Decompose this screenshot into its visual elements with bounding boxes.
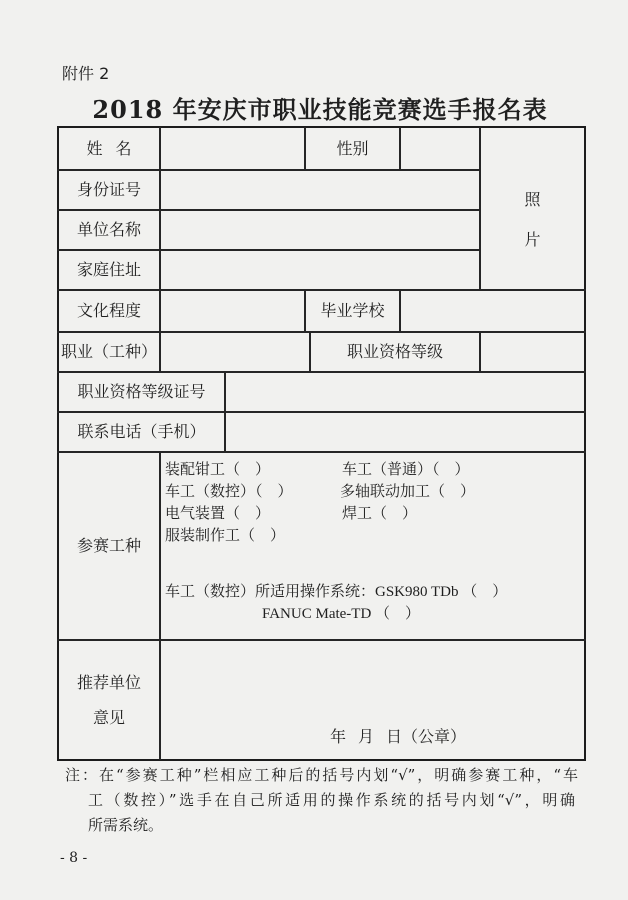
event-option: 服装制作工（ ）	[165, 528, 286, 544]
occupation-field	[161, 333, 309, 371]
photo-label-char: 片	[524, 230, 541, 249]
id-number-label: 身份证号	[76, 180, 141, 199]
name-label: 姓 名	[86, 138, 132, 158]
gender-field	[401, 128, 479, 169]
recommend-label	[59, 641, 159, 759]
recommend-label-line: 推荐单位	[76, 673, 141, 692]
note-line: 工（数控）”选手在自己所适用的操作系统的括号内划“√”，明确	[88, 791, 575, 809]
event-option: 焊工（ ）	[342, 506, 418, 522]
table-border-bottom	[57, 759, 586, 761]
name-field	[161, 128, 304, 169]
photo-box	[481, 128, 584, 289]
note-line: 注：在“参赛工种”栏相应工种后的括号内划“√”，明确参赛工种，“车	[65, 766, 578, 784]
photo-label-char: 照	[524, 190, 541, 209]
employer-field	[161, 211, 479, 249]
recommend-label-line: 意见	[92, 708, 125, 727]
note-line: 所需系统。	[88, 816, 164, 834]
qualification-level-label: 职业资格等级	[346, 342, 443, 361]
phone-label: 联系电话（手机）	[77, 422, 206, 441]
qualification-level-field	[481, 333, 584, 371]
event-option: 装配钳工（ ）	[165, 462, 271, 478]
phone-field	[226, 413, 584, 451]
occupation-label: 职业（工种）	[60, 342, 157, 361]
event-option: 车工（数控）（ ）	[165, 484, 293, 500]
school-field	[401, 291, 584, 331]
education-field	[161, 291, 304, 331]
event-option: 多轴联动加工（ ）	[340, 484, 476, 500]
recommend-field	[161, 641, 584, 759]
employer-label: 单位名称	[76, 220, 141, 239]
event-option: 车工（普通）（ ）	[342, 462, 470, 478]
qualification-cert-label: 职业资格等级证号	[77, 382, 206, 401]
school-label: 毕业学校	[320, 301, 385, 320]
event-option: 电气装置（ ）	[165, 506, 271, 522]
home-address-label: 家庭住址	[76, 260, 141, 279]
table-border-right	[584, 126, 586, 761]
events-options	[161, 453, 584, 639]
attachment-label: 附件 2	[62, 64, 110, 83]
os-option: 车工（数控）所适用操作系统：GSK980 TDb （ ）	[165, 584, 508, 600]
form-title: 2018 年安庆市职业技能竞赛选手报名表	[92, 95, 548, 124]
events-label: 参赛工种	[76, 536, 141, 555]
home-address-field	[161, 251, 479, 289]
page-number: - 8 -	[60, 850, 88, 866]
gender-label: 性别	[336, 138, 369, 158]
os-option: FANUC Mate-TD （ ）	[262, 606, 421, 622]
education-label: 文化程度	[76, 301, 141, 320]
qualification-cert-field	[226, 373, 584, 411]
date-stamp: 年 月 日（公章）	[330, 729, 467, 746]
id-number-field	[161, 171, 479, 209]
